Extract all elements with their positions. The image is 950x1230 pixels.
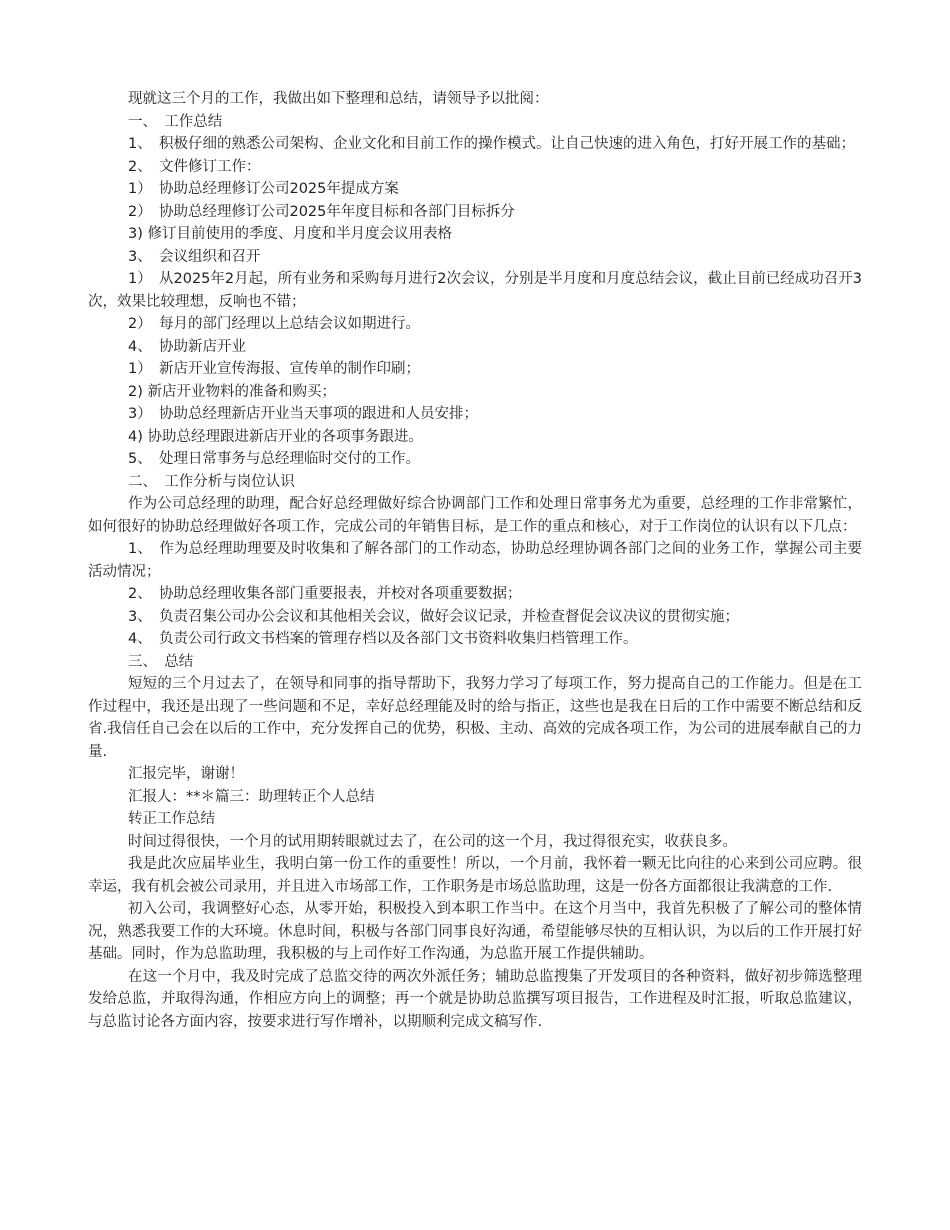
list-item: 4、 协助新店开业 xyxy=(128,338,246,355)
list-item: 1、 积极仔细的熟悉公司架构、企业文化和目前工作的操作模式。让自己快速的进入角色，打好开展工作的基础； xyxy=(128,136,855,152)
section-heading-work-summary: 一、 工作总结 xyxy=(128,113,223,130)
list-item: 3) 修订目前使用的季度、月度和半月度会议用表格 xyxy=(128,226,452,242)
list-item: 1） 从2025年2月起，所有业务和采购每月进行2次会议，分别是半月度和月度总结会议，截止目前已经成功召开3次，效果比较理想，反响也不错； xyxy=(88,271,862,310)
body-paragraph: 在这一个月中，我及时完成了总监交待的两次外派任务；辅助总监搜集了开发项目的各种资料，做好初步筛选整理发给总监，并取得沟通，作相应方向上的调整；再一个就是协助总监撰写项目报告，工作进程及时汇报，听取总监建议，与总监讨论各方面内容，按要求进行写作增补，以期顺利完成文稿写作. xyxy=(88,968,862,1030)
reporter-line: 汇报人：**＊篇三：助理转正个人总结 xyxy=(128,788,375,805)
list-item: 4) 协助总经理跟进新店开业的各项事务跟进。 xyxy=(128,428,423,445)
list-item: 3、 会议组织和召开 xyxy=(128,248,261,265)
list-item: 1） 新店开业宣传海报、宣传单的制作印刷； xyxy=(128,361,420,377)
list-item: 2） 协助总经理修订公司2025年年度目标和各部门目标拆分 xyxy=(128,203,515,220)
list-item: 3） 协助总经理新店开业当天事项的跟进和人员安排； xyxy=(128,406,478,422)
closing-line: 汇报完毕，谢谢！ xyxy=(128,766,244,782)
body-paragraph: 我是此次应届毕业生，我明白第一份工作的重要性！所以，一个月前，我怀着一颗无比向往的心来到公司应聘。很幸运，我有机会被公司录用，并且进入市场部工作，工作职务是市场总监助理，这是一份各方面都很让我满意的工作. xyxy=(88,856,862,895)
list-item: 2、 协助总经理收集各部门重要报表，并校对各项重要数据； xyxy=(128,586,522,602)
section-heading-analysis: 二、 工作分析与岗位认识 xyxy=(128,473,295,490)
list-item: 1、 作为总经理助理要及时收集和了解各部门的工作动态，协助总经理协调各部门之间的业务工作，掌握公司主要活动情况； xyxy=(88,541,862,580)
list-item: 4、 负责公司行政文书档案的管理存档以及各部门文书资料收集归档管理工作。 xyxy=(128,631,638,647)
list-item: 2) 新店开业物料的准备和购买； xyxy=(128,383,336,400)
list-item: 2、 文件修订工作： xyxy=(128,158,261,175)
list-item: 3、 负责召集公司办公会议和其他相关会议，做好会议记录，并检查督促会议决议的贯彻实施； xyxy=(128,608,739,625)
body-paragraph: 作为公司总经理的助理，配合好总经理做好综合协调部门工作和处理日常事务尤为重要，总经理的工作非常繁忙，如何很好的协助总经理做好各项工作，完成公司的年销售目标，是工作的重点和核心，对于工作岗位的认识有以下几点： xyxy=(88,496,862,535)
body-paragraph: 时间过得很快，一个月的试用期转眼就过去了，在公司的这一个月，我过得很充实，收获良多。 xyxy=(128,833,737,850)
list-item: 5、 处理日常事务与总经理临时交付的工作。 xyxy=(128,451,420,467)
list-item: 1） 协助总经理修订公司2025年提成方案 xyxy=(128,181,399,197)
body-paragraph: 初入公司，我调整好心态，从零开始，积极投入到本职工作当中。在这个月当中，我首先积极了了解公司的整体情况，熟悉我要工作的大环境。休息时间，积极与各部门同事良好沟通，希望能够尽快的互相认识，为以后的工作开展打好基础。同时，作为总监助理，我积极的与上司作好工作沟通，为总监开展工作提供辅助。 xyxy=(88,901,862,962)
body-paragraph: 短短的三个月过去了，在领导和同事的指导帮助下，我努力学习了每项工作，努力提高自己的工作能力。但是在工作过程中，我还是出现了一些问题和不足，幸好总经理能及时的给与指正，这些也是我在日后的工作中需要不断总结和反省.我信任自己会在以后的工作中，充分发挥自己的优势，积极、主动、高效的完成各项工作，为公司的进展奉献自己的力量. xyxy=(88,676,862,760)
subtitle: 转正工作总结 xyxy=(128,811,215,827)
section-heading-conclusion: 三、 总结 xyxy=(128,653,194,670)
list-item: 2） 每月的部门经理以上总结会议如期进行。 xyxy=(128,316,420,332)
document-body xyxy=(88,88,862,1033)
intro-paragraph: 现就这三个月的工作，我做出如下整理和总结，请领导予以批阅： xyxy=(128,91,549,107)
